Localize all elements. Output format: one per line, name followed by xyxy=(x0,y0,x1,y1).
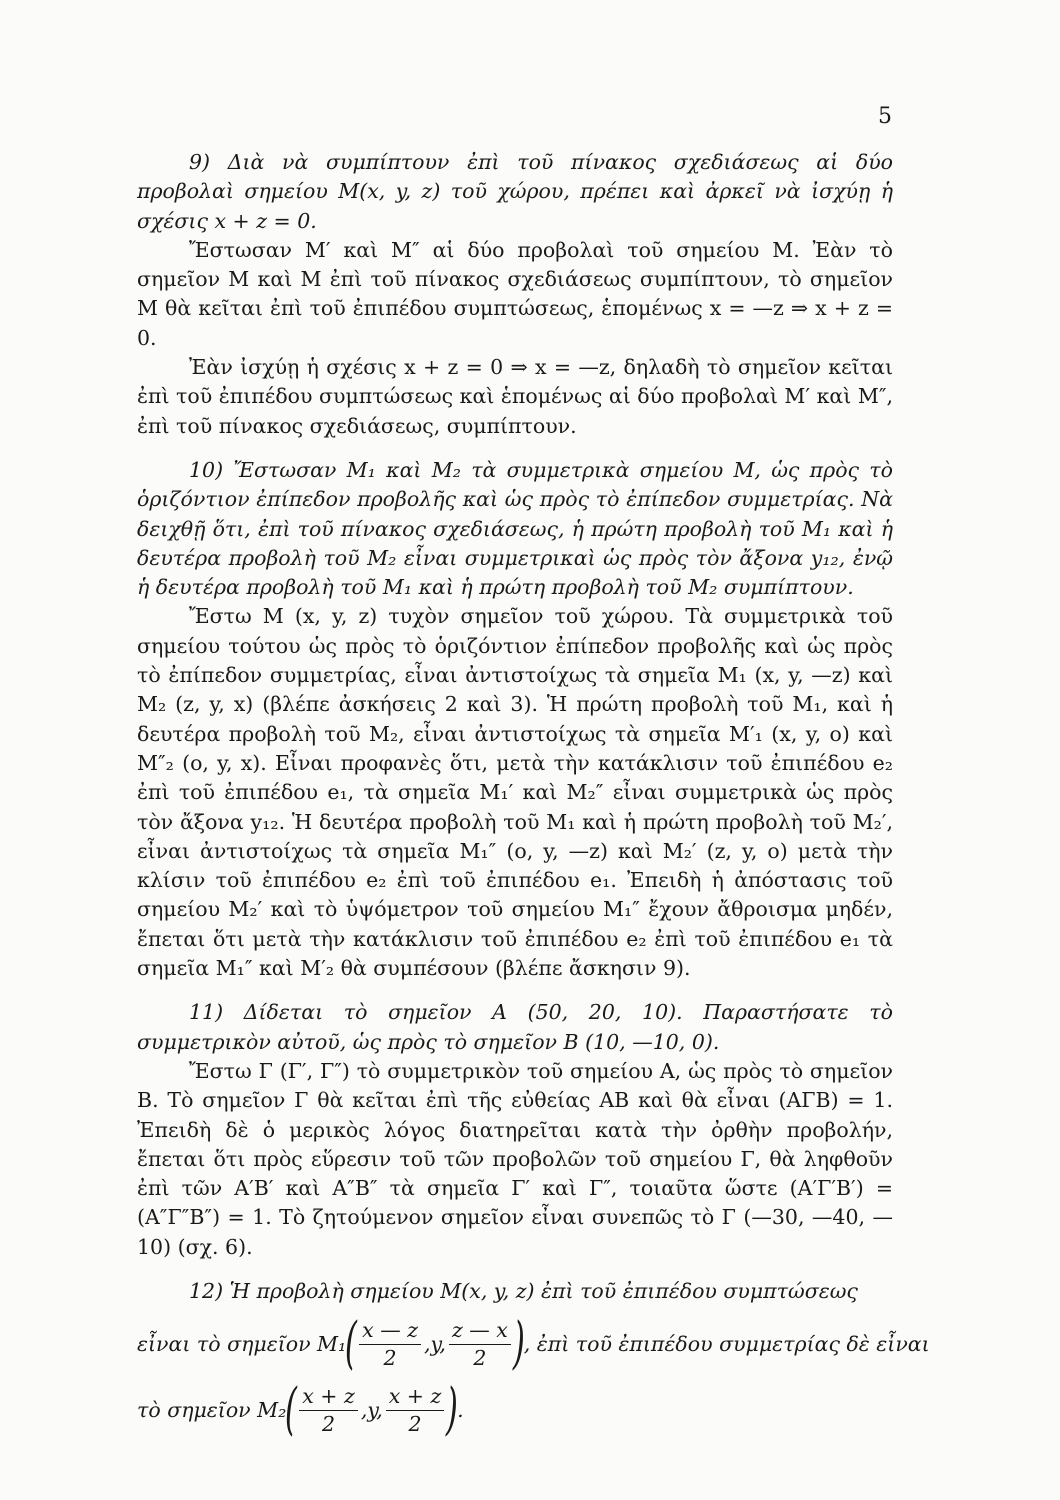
exercise-10-proof-paragraph: Ἔστω Μ (x, y, z) τυχὸν σημεῖον τοῦ χώρου. Τὰ συμμετρικὰ τοῦ σημείου τούτου ὡς πρὸς τὸ ὁριζόντιον ἐπίπεδον προβολῆς καὶ ὡς πρὸς τὸ ἐπίπεδον συμμετρίας, εἶναι ἀντιστοίχως τὰ σημεῖα M₁ (x, y, —z) καὶ M₂ (z, y, x) (βλέπε ἀσκήσεις 2 καὶ 3). Ἡ πρώτη προβολὴ τοῦ M₁, καὶ ἡ δευτέρα προβολὴ τοῦ M₂, εἶναι ἀντιστοίχως τὰ σημεῖα M′₁ (x, y, o) καὶ M″₂ (o, y, x). Εἶναι προφανὲς ὅτι, μετὰ τὴν κατάκλισιν τοῦ ἐπιπέδου e₂ ἐπὶ τοῦ ἐπιπέδου e₁, τὰ σημεῖα M₁′ καὶ M₂″ εἶναι συμμετρικὰ ὡς πρὸς τὸν ἄξονα y₁₂. Ἡ δευτέρα προβολὴ τοῦ M₁ καὶ ἡ πρώτη προβολὴ τοῦ M₂′, εἶναι ἀντιστοίχως τὰ σημεῖα M₁″ (o, y, —z) καὶ M₂′ (z, y, o) μετὰ τὴν κλίσιν τοῦ ἐπιπέδου e₂ ἐπὶ τοῦ ἐπιπέδου e₁. Ἐπειδὴ ἡ ἀπόστασις τοῦ σημείου M₂′ καὶ τὸ ὑψόμετρον τοῦ σημείου M₁″ ἔχουν ἄθροισμα μηδέν, ἔπεται ὅτι μετὰ τὴν κατάκλισιν τοῦ ἐπιπέδου e₂ ἐπὶ τοῦ ἐπιπέδου e₁ τὰ σημεῖα M₁″ καὶ M′₂ θὰ συμπέσουν (βλέπε ἄσκησιν 9). xyxy=(137,604,893,981)
fraction-denominator: 2 xyxy=(473,1345,487,1370)
exercise-9-proof-paragraph-2: Ἐὰν ἰσχύῃ ἡ σχέσις x + z = 0 ⇒ x = —z, δηλαδὴ τὸ σημεῖον κεῖται ἐπὶ τοῦ ἐπιπέδου συμπτώσεως καὶ ἑπομένως αἱ δύο προβολαὶ M′ καὶ M″, ἐπὶ τοῦ πίνακος σχεδιάσεως, συμπίπτουν. xyxy=(137,355,893,438)
left-paren-icon: ( xyxy=(345,1311,358,1377)
page-content xyxy=(137,148,930,1443)
fraction xyxy=(386,1383,445,1438)
fraction-numerator: x + z xyxy=(299,1383,358,1411)
fraction-numerator: z — x xyxy=(449,1317,511,1345)
fraction-denominator: 2 xyxy=(322,1411,336,1436)
page-number: 5 xyxy=(878,104,892,129)
exercise-12-statement-line: 12) Ἡ προβολὴ σημείου M(x, y, z) ἐπὶ τοῦ ἐπιπέδου συμπτώσεως xyxy=(189,1278,858,1303)
fraction-denominator: 2 xyxy=(408,1411,422,1436)
formula-2-suffix: . xyxy=(457,1397,464,1422)
formula-1-prefix: εἶναι τὸ σημεῖον M₁ xyxy=(137,1331,347,1356)
fraction-numerator: x — z xyxy=(359,1317,421,1345)
exercise-11-proof-paragraph: Ἔστω Γ (Γ′, Γ″) τὸ συμμετρικὸν τοῦ σημείου Α, ὡς πρὸς τὸ σημεῖον Β. Τὸ σημεῖον Γ θὰ κεῖται ἐπὶ τῆς εὐθείας ΑΒ καὶ θὰ εἶναι (ΑΓΒ) = 1. Ἐπειδὴ δὲ ὁ μερικὸς λόγος διατηρεῖται κατὰ τὴν ὀρθὴν προβολήν, ἔπεται ὅτι πρὸς εὕρεσιν τοῦ τῶν προβολῶν τοῦ σημείου Γ, θὰ ληφθοῦν ἐπὶ τῶν Α′Β′ καὶ Α″Β″ τὰ σημεῖα Γ′ καὶ Γ″, τοιαῦτα ὥστε (Α′Γ′Β′) = (Α″Γ″Β″) = 1. Τὸ ζητούμενον σημεῖον εἶναι συνεπῶς τὸ Γ (—30, —40, —10) (σχ. 6). xyxy=(137,1058,893,1259)
fraction-denominator: 2 xyxy=(383,1345,397,1370)
formula-1-coordinates xyxy=(345,1311,525,1377)
formula-1-suffix: , ἐπὶ τοῦ ἐπιπέδου συμμετρίας δὲ εἶναι xyxy=(523,1331,930,1356)
exercise-9-statement: 9) Διὰ νὰ συμπίπτουν ἐπὶ τοῦ πίνακος σχεδιάσεως αἱ δύο προβολαὶ σημείου M(x, y, z) τοῦ χώρου, πρέπει καὶ ἀρκεῖ νὰ ἰσχύῃ ἡ σχέσις x + z = 0. xyxy=(137,150,893,233)
fraction xyxy=(449,1317,511,1372)
exercise-9-proof-paragraph-1: Ἔστωσαν M′ καὶ M″ αἱ δύο προβολαὶ τοῦ σημείου Μ. Ἐὰν τὸ σημεῖον Μ καὶ Μ ἐπὶ τοῦ πίνακος σχεδιάσεως συμπίπτουν, τὸ σημεῖον Μ θὰ κεῖται ἐπὶ τοῦ ἐπιπέδου συμπτώσεως, ἑπομένως x = —z ⇒ x + z = 0. xyxy=(137,237,893,350)
fraction xyxy=(359,1317,421,1372)
exercise-12-formula-line-2 xyxy=(137,1377,893,1443)
fraction-numerator: x + z xyxy=(386,1383,445,1411)
exercise-12-formula-line-1 xyxy=(137,1311,930,1377)
fraction xyxy=(299,1383,358,1438)
exercise-11-statement: 11) Δίδεται τὸ σημεῖον Α (50, 20, 10). Παραστήσατε τὸ συμμετρικὸν αὐτοῦ, ὡς πρὸς τὸ σημεῖον Β (10, —10, 0). xyxy=(137,1000,893,1054)
formula-2-prefix: τὸ σημεῖον M₂ xyxy=(137,1397,287,1422)
left-paren-icon: ( xyxy=(285,1377,298,1443)
exercise-10-statement: 10) Ἔστωσαν M₁ καὶ M₂ τὰ συμμετρικὰ σημείου Μ, ὡς πρὸς τὸ ὁριζόντιον ἐπίπεδον προβολῆς καὶ ὡς πρὸς τὸ ἐπίπεδον συμμετρίας. Νὰ δειχθῇ ὅτι, ἐπὶ τοῦ πίνακος σχεδιάσεως, ἡ πρώτη προβολὴ τοῦ M₁ καὶ ἡ δευτέρα προβολὴ τοῦ M₂ εἶναι συμμετρικαὶ ὡς πρὸς τὸν ἄξονα y₁₂, ἐνῷ ἡ δευτέρα προβολὴ τοῦ M₁ καὶ ἡ πρώτη προβολὴ τοῦ M₂ συμπίπτουν. xyxy=(137,457,893,600)
formula-2-coordinates xyxy=(285,1377,459,1443)
formula-separator: ,y, xyxy=(424,1331,446,1356)
right-paren-icon: ) xyxy=(446,1377,459,1443)
right-paren-icon: ) xyxy=(512,1311,525,1377)
formula-separator: ,y, xyxy=(360,1397,383,1422)
